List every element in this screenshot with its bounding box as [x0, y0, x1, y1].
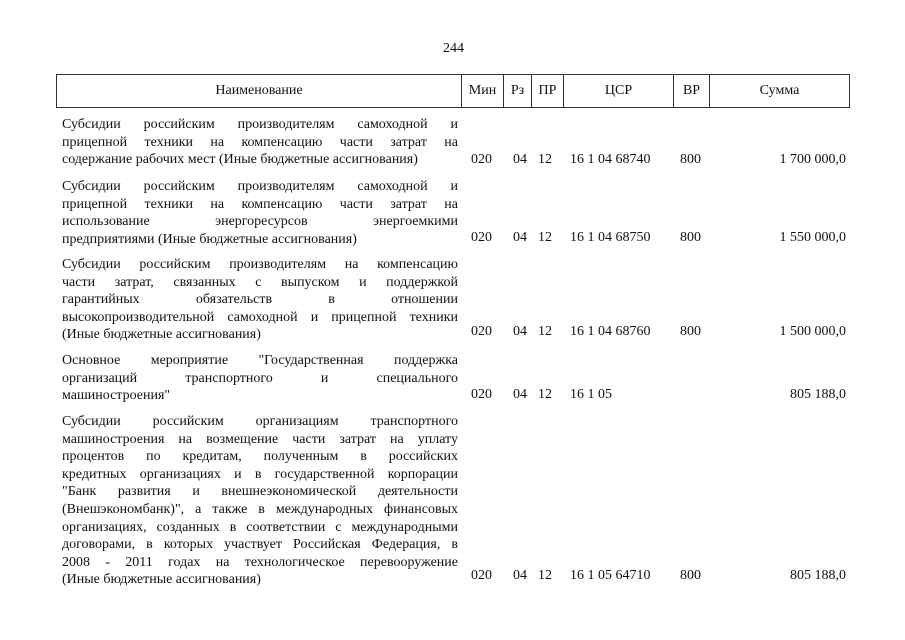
row-name-line: гарантийных обязательств в отношении	[62, 292, 458, 308]
cell-min: 020	[471, 152, 492, 167]
row-name-line: Субсидии российским производителям самоходной и	[62, 179, 458, 194]
cell-csr: 16 1 05 64710	[570, 568, 651, 583]
header-name: Наименование	[215, 83, 303, 98]
row-name-line: "Банк развития и внешнеэкономической деятельности	[62, 484, 458, 500]
row-name-line: машиностроения на возмещение части затрат на уплату	[62, 431, 458, 447]
cell-sum: 805 188,0	[790, 387, 846, 402]
cell-min: 020	[471, 324, 492, 339]
cell-csr: 16 1 05	[570, 387, 612, 402]
cell-min: 020	[471, 568, 492, 583]
cell-csr: 16 1 04 68750	[570, 230, 651, 245]
cell-sum: 1 700 000,0	[779, 152, 846, 167]
row-name-line: процентов по кредитам, полученным в российских	[62, 449, 458, 465]
cell-rz: 04	[513, 230, 527, 245]
cell-rz: 04	[513, 387, 527, 402]
cell-csr: 16 1 04 68740	[570, 152, 651, 167]
row-name	[62, 178, 458, 248]
cell-pr: 12	[538, 152, 552, 167]
row-name-line: Субсидии российским производителям самоходной и	[62, 117, 458, 132]
cell-sum: 1 550 000,0	[779, 230, 846, 245]
row-name-line: содержание рабочих мест (Иные бюджетные ассигнования)	[62, 152, 418, 168]
row-name-line: прицепной техники на компенсацию части затрат на	[62, 196, 458, 212]
header-sum: Сумма	[709, 75, 849, 107]
row-name-line: части затрат, связанных с выпуском и поддержкой	[62, 274, 458, 290]
row-name-line: организаций транспортного и специального	[62, 370, 458, 386]
row-name-line: 2008 - 2011 годах на технологическое перевооружение	[62, 554, 458, 570]
header-csr: ЦСР	[563, 75, 673, 107]
row-name	[62, 352, 458, 405]
row-name-line: использование энергоресурсов энергоемкими	[62, 214, 458, 230]
cell-pr: 12	[538, 568, 552, 583]
cell-vr: 800	[680, 568, 701, 583]
cell-sum: 805 188,0	[790, 568, 846, 583]
cell-pr: 12	[538, 230, 552, 245]
row-name-line: Субсидии российским производителям на компенсацию	[62, 257, 458, 272]
row-name-line: (Внешэкономбанк)", а также в международных финансовых	[62, 501, 458, 517]
cell-min: 020	[471, 230, 492, 245]
header-rz: Рз	[503, 75, 531, 107]
row-name-line: предприятиями (Иные бюджетные ассигнования)	[62, 231, 357, 247]
cell-rz: 04	[513, 324, 527, 339]
row-name-line: прицепной техники на компенсацию части затрат на	[62, 134, 458, 150]
cell-pr: 12	[538, 387, 552, 402]
row-name-line: (Иные бюджетные ассигнования)	[62, 572, 261, 588]
cell-rz: 04	[513, 568, 527, 583]
row-name	[62, 413, 458, 589]
cell-vr: 800	[680, 324, 701, 339]
row-name	[62, 116, 458, 169]
row-name-line: машиностроения"	[62, 388, 171, 404]
row-name	[62, 256, 458, 344]
header-vr: ВР	[673, 75, 709, 107]
page-number: 244	[443, 41, 464, 56]
cell-vr: 800	[680, 230, 701, 245]
row-name-line: кредитных организациях и в государственной корпорации	[62, 466, 458, 482]
row-name-line: организациях, созданных в соответствии с международными	[62, 519, 458, 535]
row-name-line: высокопроизводительной самоходной и прицепной техники	[62, 309, 458, 325]
row-name-line: (Иные бюджетные ассигнования)	[62, 327, 261, 343]
row-name-line: договорами, в которых участвует Российская Федерация, в	[62, 537, 458, 553]
cell-sum: 1 500 000,0	[779, 324, 846, 339]
cell-pr: 12	[538, 324, 552, 339]
cell-rz: 04	[513, 152, 527, 167]
row-name-line: Субсидии российским организациям транспортного	[62, 414, 458, 429]
header-pr: ПР	[531, 75, 563, 107]
header-min: Мин	[461, 75, 503, 107]
cell-csr: 16 1 04 68760	[570, 324, 651, 339]
row-name-line: Основное мероприятие "Государственная поддержка	[62, 353, 458, 368]
table-header	[56, 74, 850, 108]
cell-vr: 800	[680, 152, 701, 167]
cell-min: 020	[471, 387, 492, 402]
